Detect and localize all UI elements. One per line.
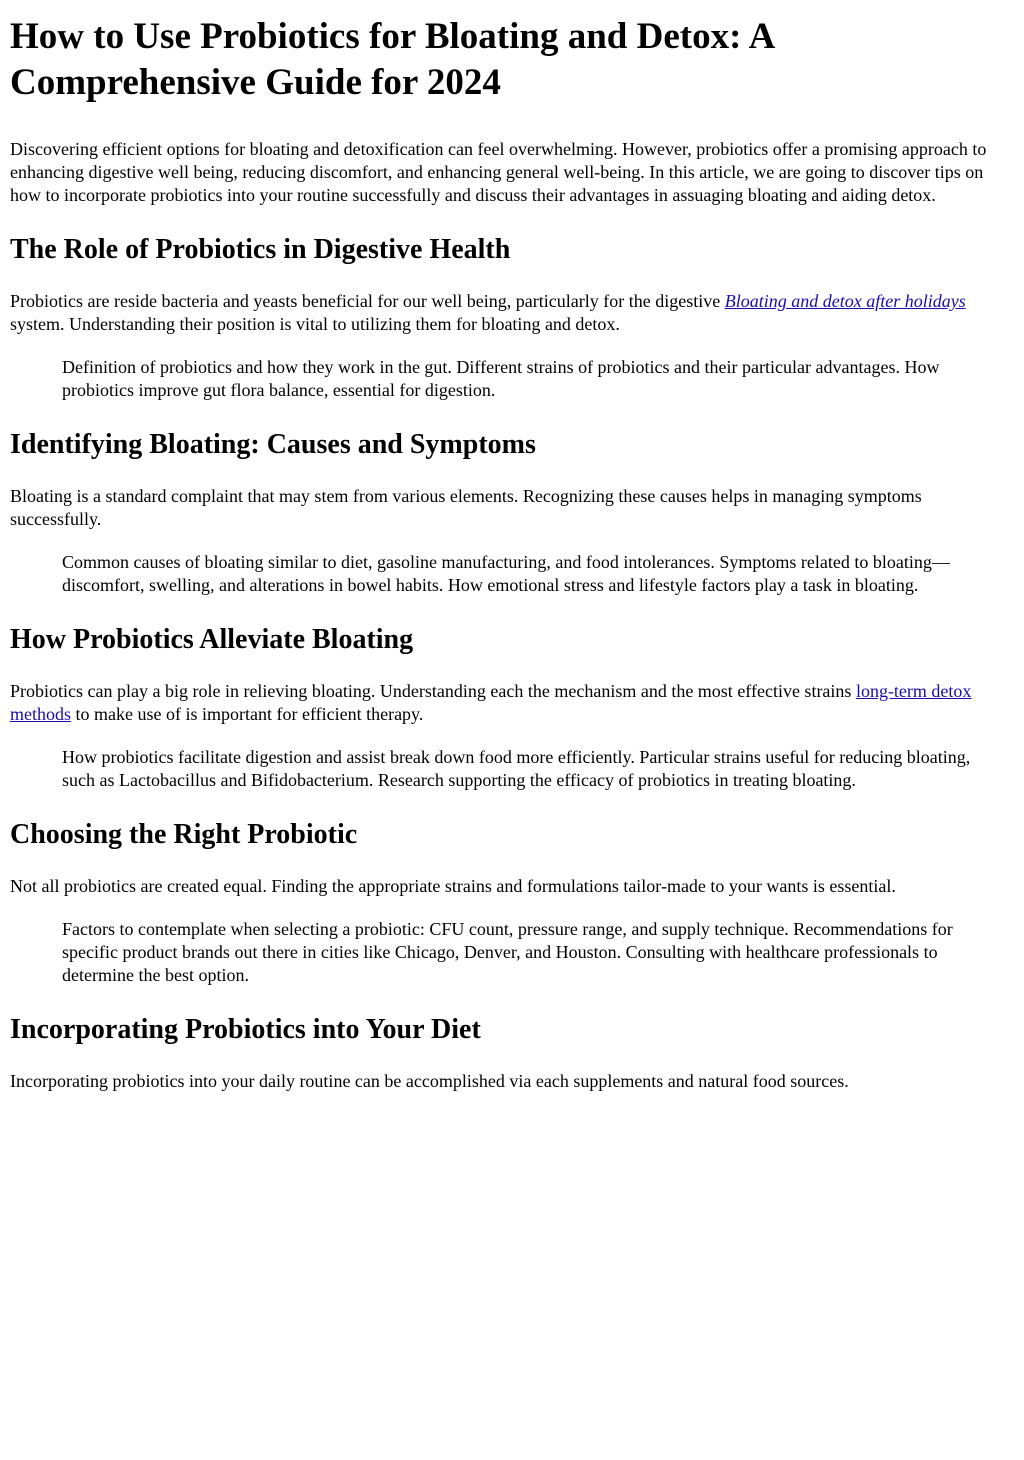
section-heading: Identifying Bloating: Causes and Symptoms xyxy=(10,429,536,460)
intro-paragraph: Discovering efficient options for bloating and detoxification can feel overwhelming. However, probiotics offer a promising approach to enhancing digestive well being, reducing discomfort, and enhancing general well-being. In this article, we are going to discover tips on how to incorporate probiotics into your routine successfully and discuss their advantages in assuaging bloating and aiding detox. xyxy=(10,139,987,205)
section-heading: How Probiotics Alleviate Bloating xyxy=(10,624,414,655)
bloating-detox-holidays-link[interactable]: Bloating and detox after holidays xyxy=(724,291,966,311)
blockquote: Common causes of bloating similar to diet, gasoline manufacturing, and food intolerances. Symptoms related to bloating—discomfort, swelling, and alterations in bowel habits. How emotional stress and lifestyle factors play a task in bloating. xyxy=(62,552,950,595)
article xyxy=(0,14,1024,1093)
article-title: How to Use Probiotics for Bloating and Detox: A Comprehensive Guide for 2024 xyxy=(10,16,774,103)
blockquote: How probiotics facilitate digestion and assist break down food more efficiently. Particular strains useful for reducing bloating, such as Lactobacillus and Bifidobacterium. Research supporting the efficacy of probiotics in treating bloating. xyxy=(62,747,971,790)
section-paragraph: Not all probiotics are created equal. Finding the appropriate strains and formulations tailor-made to your wants is essential. xyxy=(10,876,896,896)
section-choosing-probiotic xyxy=(10,818,998,987)
section-role-of-probiotics xyxy=(10,233,998,402)
section-heading: Choosing the Right Probiotic xyxy=(10,819,358,850)
section-paragraph xyxy=(10,290,998,336)
section-paragraph: Incorporating probiotics into your daily routine can be accomplished via each supplements and natural food sources. xyxy=(10,1071,849,1091)
section-heading: The Role of Probiotics in Digestive Health xyxy=(10,234,511,265)
section-paragraph xyxy=(10,680,998,726)
section-paragraph: Bloating is a standard complaint that may stem from various elements. Recognizing these causes helps in managing symptoms successfully. xyxy=(10,486,922,529)
long-term-detox-methods-link[interactable]: long-term detox methods xyxy=(10,681,972,724)
paragraph-text: Probiotics are reside bacteria and yeasts beneficial for our well being, particularly for the digestive xyxy=(10,291,725,311)
section-identifying-bloating xyxy=(10,428,998,597)
paragraph-text: Probiotics can play a big role in relieving bloating. Understanding each the mechanism and the most effective strains xyxy=(10,681,856,701)
section-heading: Incorporating Probiotics into Your Diet xyxy=(10,1014,481,1045)
section-incorporating-probiotics xyxy=(10,1013,998,1093)
blockquote: Factors to contemplate when selecting a probiotic: CFU count, pressure range, and supply technique. Recommendations for specific product brands out there in cities like Chicago, Denver, and Houston. Consulting with healthcare professionals to determine the best option. xyxy=(62,919,953,985)
paragraph-text: system. Understanding their position is vital to utilizing them for bloating and detox. xyxy=(10,314,620,334)
section-alleviate-bloating xyxy=(10,623,998,792)
paragraph-text: to make use of is important for efficient therapy. xyxy=(71,704,424,724)
blockquote: Definition of probiotics and how they work in the gut. Different strains of probiotics and their particular advantages. How probiotics improve gut flora balance, essential for digestion. xyxy=(62,357,940,400)
